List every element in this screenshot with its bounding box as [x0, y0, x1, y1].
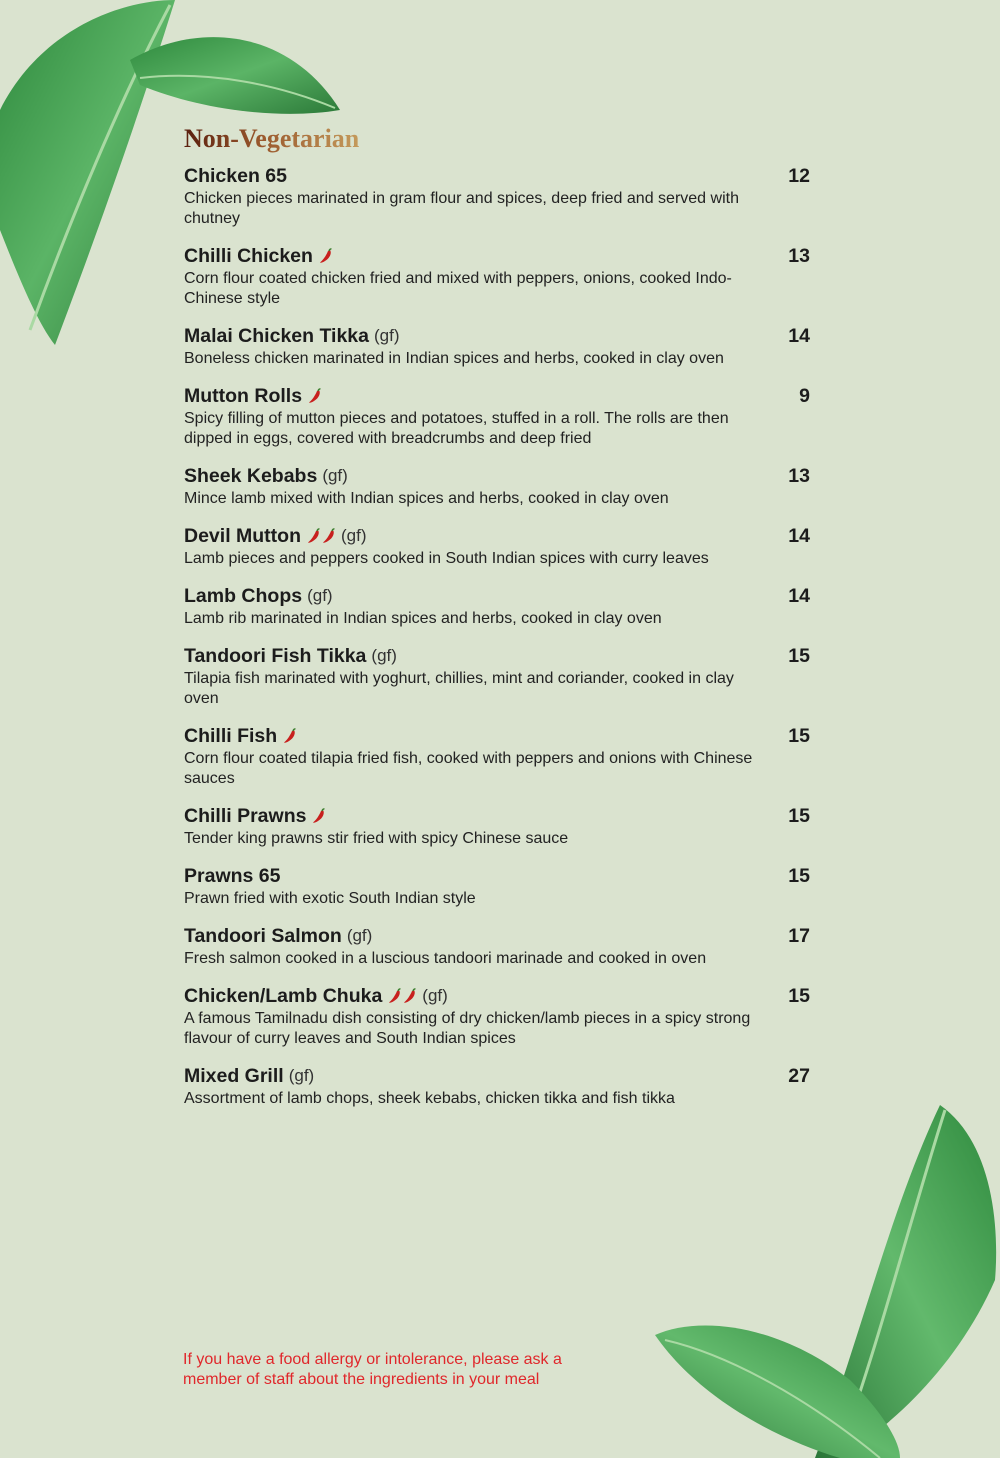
menu-item-price: 27 [788, 1065, 810, 1087]
gluten-free-tag: (gf) [422, 986, 448, 1005]
allergy-notice: If you have a food allergy or intolerance, please ask a member of staff about the ingredients in your meal [183, 1351, 562, 1388]
menu-item-header [184, 383, 810, 409]
menu-item-header [184, 463, 810, 489]
menu-item-header [184, 803, 810, 829]
spice-level [308, 388, 322, 404]
menu-item [184, 463, 810, 509]
chili-pepper-icon [403, 988, 417, 1004]
menu-item [184, 163, 810, 229]
menu-item-header [184, 523, 810, 549]
gluten-free-tag: (gf) [288, 1066, 315, 1085]
menu-item-name: Malai Chicken Tikka [184, 324, 369, 347]
menu-item [184, 923, 810, 969]
menu-item-price: 17 [788, 925, 810, 947]
menu-item-header [184, 583, 810, 609]
gluten-free-tag: (gf) [346, 926, 373, 945]
menu-item [184, 523, 810, 569]
menu-item-name: Chicken/Lamb Chuka [184, 984, 383, 1007]
menu-item-name: Chilli Chicken [184, 244, 313, 267]
menu-item [184, 243, 810, 309]
spice-level [283, 728, 297, 744]
chili-pepper-icon [307, 528, 321, 544]
menu-item-price: 15 [788, 865, 810, 887]
menu-item-description: A famous Tamilnadu dish consisting of dry chicken/lamb pieces in a spicy strong flavour of curry leaves and South Indian spices [184, 1010, 751, 1047]
spice-level [319, 248, 333, 264]
menu-item-price: 14 [788, 525, 810, 547]
menu-item-price: 15 [788, 985, 810, 1007]
gluten-free-tag: (gf) [341, 526, 367, 545]
menu-item-description: Corn flour coated chicken fried and mixed with peppers, onions, cooked Indo-Chinese style [184, 270, 732, 307]
menu-item-header [184, 643, 810, 669]
menu-item-description: Tender king prawns stir fried with spicy Chinese sauce [184, 830, 569, 847]
menu-item [184, 863, 810, 909]
menu-item-name: Prawns 65 [184, 864, 281, 887]
banana-leaf-bottom-right [640, 1100, 1000, 1458]
menu-item-price: 13 [788, 465, 810, 487]
menu-item-price: 15 [788, 805, 810, 827]
section-title: Non-Vegetarian [184, 124, 360, 153]
menu-item-description: Chicken pieces marinated in gram flour and spices, deep fried and served with chutney [184, 190, 739, 227]
menu-item-name: Chilli Prawns [184, 804, 307, 827]
spice-level [307, 528, 336, 544]
menu-item [184, 643, 810, 709]
gluten-free-tag: (gf) [371, 646, 397, 665]
menu-item-name: Mutton Rolls [184, 384, 303, 407]
menu-item-description: Fresh salmon cooked in a luscious tandoori marinade and cooked in oven [184, 950, 707, 967]
chili-pepper-icon [312, 808, 326, 824]
gluten-free-tag: (gf) [373, 326, 400, 345]
menu-item [184, 803, 810, 849]
menu-item [184, 383, 810, 449]
menu-item-description: Mince lamb mixed with Indian spices and herbs, cooked in clay oven [184, 490, 669, 507]
menu-item-header [184, 1063, 810, 1089]
gluten-free-tag: (gf) [322, 466, 348, 485]
menu-item [184, 1063, 810, 1109]
menu-item-name: Chilli Fish [184, 724, 278, 747]
gluten-free-tag: (gf) [307, 586, 333, 605]
menu-item [184, 983, 810, 1049]
spice-level [388, 988, 417, 1004]
menu-list [184, 163, 810, 1123]
menu-item-description: Corn flour coated tilapia fried fish, cooked with peppers and onions with Chinese sauces [184, 750, 753, 787]
menu-item-description: Spicy filling of mutton pieces and potatoes, stuffed in a roll. The rolls are then dipped in eggs, covered with breadcrumbs and deep fried [184, 410, 729, 447]
menu-item-name: Mixed Grill [184, 1064, 284, 1087]
menu-item-header [184, 723, 810, 749]
menu-item-description: Assortment of lamb chops, sheek kebabs, chicken tikka and fish tikka [184, 1090, 675, 1107]
menu-item-header [184, 323, 810, 349]
menu-item-name: Chicken 65 [184, 164, 287, 187]
menu-item-description: Boneless chicken marinated in Indian spices and herbs, cooked in clay oven [184, 350, 724, 367]
menu-item-description: Tilapia fish marinated with yoghurt, chillies, mint and coriander, cooked in clay oven [184, 670, 734, 707]
menu-item-price: 15 [788, 645, 810, 667]
menu-item-name: Sheek Kebabs [184, 464, 318, 487]
menu-item-name: Tandoori Salmon [184, 924, 342, 947]
menu-item-price: 14 [788, 585, 810, 607]
menu-item-description: Lamb rib marinated in Indian spices and herbs, cooked in clay oven [184, 610, 662, 627]
menu-item-price: 9 [799, 385, 810, 407]
chili-pepper-icon [308, 388, 322, 404]
menu-item-header [184, 863, 810, 889]
menu-item-price: 13 [788, 245, 810, 267]
menu-item-header [184, 923, 810, 949]
menu-item [184, 323, 810, 369]
menu-item [184, 723, 810, 789]
menu-item-name: Tandoori Fish Tikka [184, 644, 367, 667]
menu-item-name: Devil Mutton [184, 524, 301, 547]
spice-level [312, 808, 326, 824]
menu-item-description: Prawn fried with exotic South Indian style [184, 890, 476, 907]
chili-pepper-icon [388, 988, 402, 1004]
chili-pepper-icon [319, 248, 333, 264]
menu-item-name: Lamb Chops [184, 584, 303, 607]
chili-pepper-icon [322, 528, 336, 544]
menu-item [184, 583, 810, 629]
menu-item-price: 14 [788, 325, 810, 347]
menu-item-header [184, 983, 810, 1009]
chili-pepper-icon [283, 728, 297, 744]
menu-item-price: 15 [788, 725, 810, 747]
menu-item-price: 12 [788, 165, 810, 187]
menu-item-header [184, 163, 810, 189]
menu-item-description: Lamb pieces and peppers cooked in South Indian spices with curry leaves [184, 550, 709, 567]
menu-item-header [184, 243, 810, 269]
